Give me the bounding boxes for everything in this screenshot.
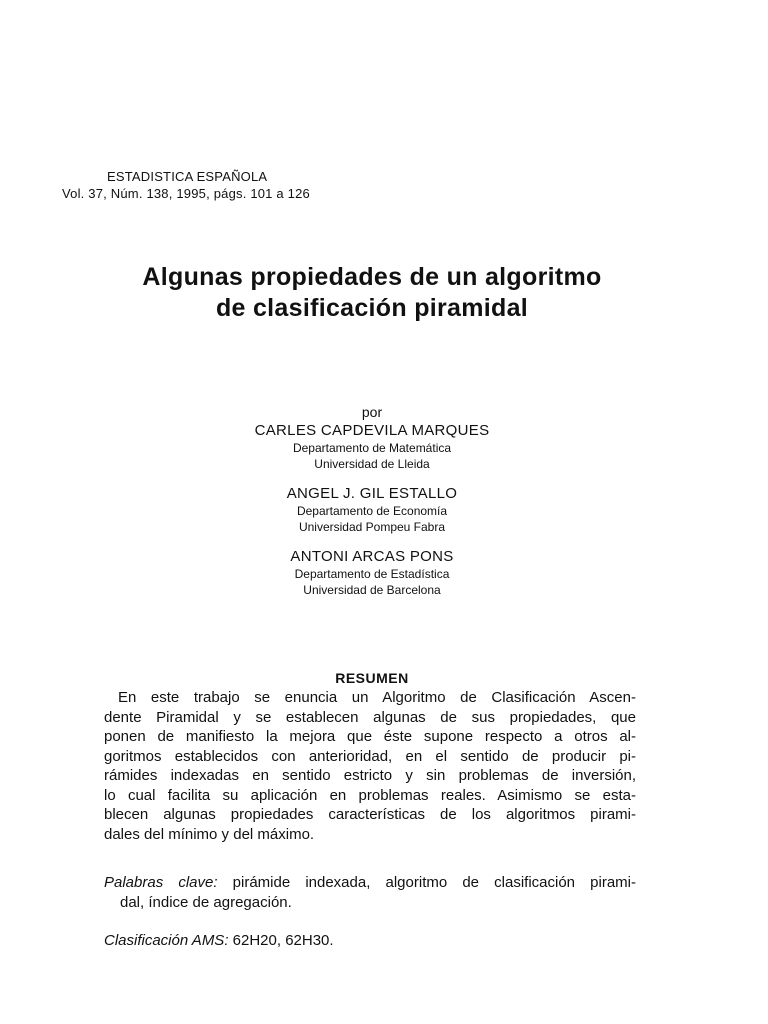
abstract-line: ponen de manifiesto la mejora que éste supone respecto a otros al- <box>104 728 636 745</box>
author-name: ANTONI ARCAS PONS <box>290 548 454 565</box>
abstract-line: blecen algunas propiedades características de los algoritmos pirami- <box>104 806 636 823</box>
abstract-line: rámides indexadas en sentido estricto y sin problemas de inversión, <box>104 767 636 784</box>
abstract-line: En este trabajo se enuncia un Algoritmo de Clasificación Ascen- <box>118 689 636 706</box>
author-university: Universidad Pompeu Fabra <box>298 520 446 534</box>
ams-label: Clasificación AMS: <box>104 932 229 949</box>
abstract-line: goritmos establecidos con anterioridad, en el sentido de producir pi- <box>104 747 636 765</box>
author-department: Departamento de Estadística <box>294 567 450 581</box>
journal-header <box>62 168 310 202</box>
keywords-line-2: dal, índice de agregación. <box>120 894 292 911</box>
ams-classification <box>104 931 334 951</box>
keywords-label: Palabras clave: <box>104 874 218 891</box>
author-block <box>0 547 744 598</box>
abstract-heading: RESUMEN <box>335 670 409 686</box>
author-block <box>0 421 744 472</box>
journal-name: ESTADISTICA ESPAÑOLA <box>107 169 268 184</box>
author-department: Departamento de Economía <box>296 504 448 518</box>
author-block <box>0 484 744 535</box>
journal-volume: Vol. 37, Núm. 138, 1995, págs. 101 a 126 <box>62 186 310 201</box>
abstract-line: dales del mínimo y del máximo. <box>104 825 315 843</box>
keywords-text: pirámide indexada, algoritmo de clasificación pirami- <box>217 874 636 891</box>
ams-value: 62H20, 62H30. <box>228 932 334 949</box>
paper-title <box>0 262 744 324</box>
author-university: Universidad de Lleida <box>314 457 430 471</box>
keywords-line-1 <box>104 873 636 893</box>
title-line-2: de clasificación piramidal <box>215 294 529 322</box>
abstract-line: lo cual facilita su aplicación en problemas reales. Asimismo se esta- <box>104 786 636 804</box>
author-university: Universidad de Barcelona <box>303 583 441 597</box>
author-department: Departamento de Matemática <box>292 441 452 455</box>
author-name: ANGEL J. GIL ESTALLO <box>286 485 458 502</box>
abstract-body <box>104 688 636 844</box>
author-name: CARLES CAPDEVILA MARQUES <box>254 422 490 439</box>
keywords <box>104 873 636 913</box>
author-list <box>0 403 744 610</box>
title-line-1: Algunas propiedades de un algoritmo <box>142 263 602 291</box>
byline: por <box>361 404 383 420</box>
abstract-line: dente Piramidal y se establecen algunas de sus propiedades, que <box>104 708 636 726</box>
